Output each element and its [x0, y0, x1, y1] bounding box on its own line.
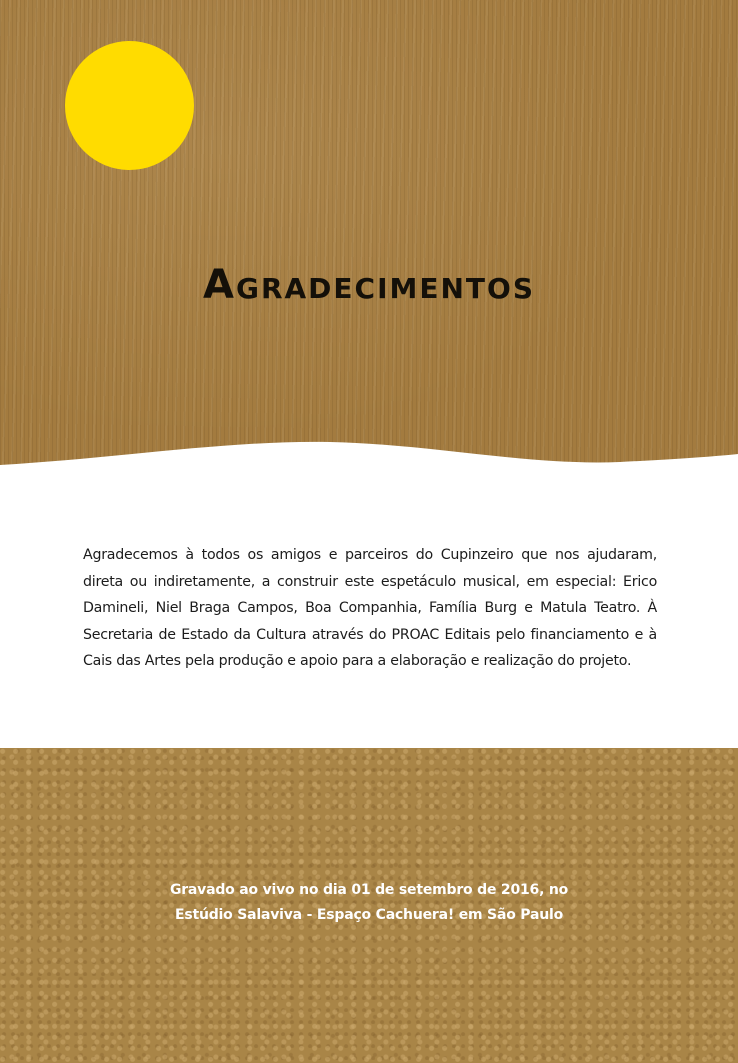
credits-line-2: Estúdio Salaviva - Espaço Cachuera! em São Paulo	[174, 907, 563, 923]
page-title: Agradecimentos	[203, 262, 535, 308]
credits-line-1: Gravado ao vivo no dia 01 de setembro de 2016, no	[169, 882, 569, 898]
acknowledgements-text: Agradecemos à todos os amigos e parceiros do Cupinzeiro que nos ajudaram, direta ou indiretamente, a construir este espetáculo musical, em especial: Erico Damineli, Niel Braga Campos, Boa Companhia, Família Burg e Matula Teatro. À Secretaria de Estado da Cultura através do PROAC Editais pelo financiamento e à Cais das Artes pela produção e apoio para a elaboração e realização do projeto.	[83, 547, 657, 669]
sun-circle	[65, 41, 194, 170]
recording-credits	[0, 878, 738, 928]
wave-divider	[0, 430, 738, 500]
